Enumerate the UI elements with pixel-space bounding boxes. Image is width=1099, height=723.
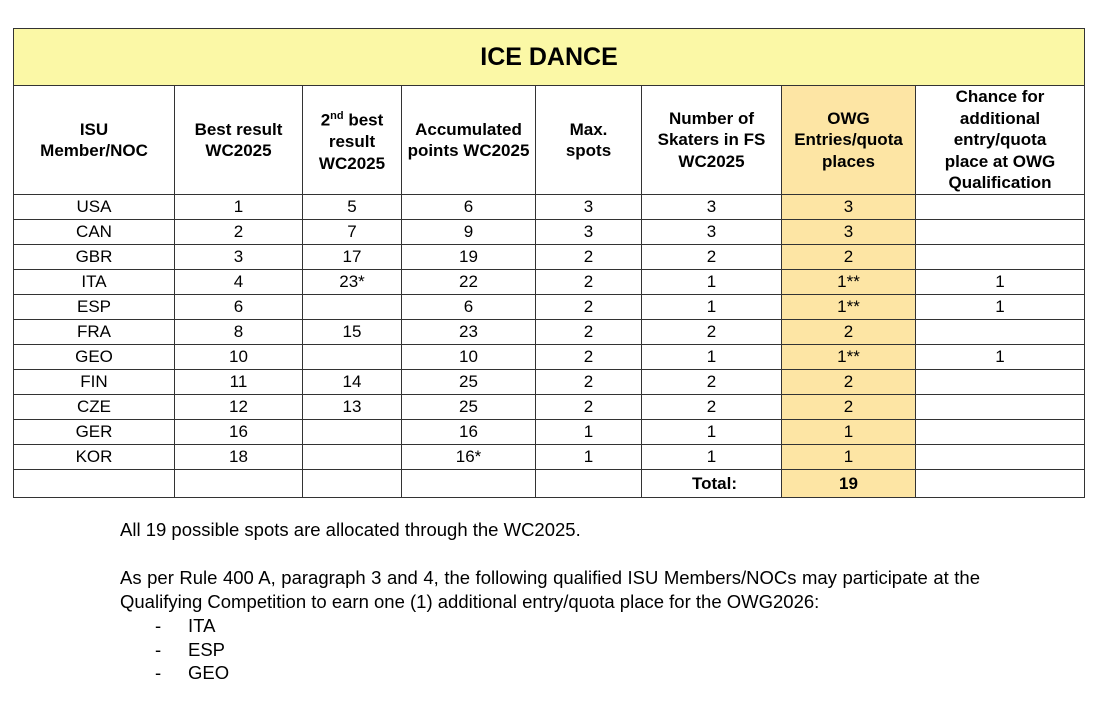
max-spots-cell: 3: [536, 220, 642, 245]
notes-section: [120, 518, 980, 685]
second-best-cell: [303, 420, 402, 445]
table-row: [14, 295, 1085, 320]
noc-code: ITA: [188, 615, 216, 636]
skaters-fs-cell: 1: [642, 270, 782, 295]
chance-cell: 1: [916, 345, 1085, 370]
table-row: [14, 345, 1085, 370]
skaters-fs-cell: 2: [642, 320, 782, 345]
max-spots-cell: 2: [536, 370, 642, 395]
skaters-fs-cell: 2: [642, 245, 782, 270]
list-bullet: -: [155, 638, 162, 660]
second-best-cell: [303, 345, 402, 370]
noc-code: GEO: [188, 662, 230, 683]
accumulated-cell: 23: [402, 320, 536, 345]
best-cell: 12: [175, 395, 303, 420]
skaters-fs-cell: 1: [642, 345, 782, 370]
max-spots-cell: 2: [536, 245, 642, 270]
chance-cell: [916, 445, 1085, 470]
owg-cell: 2: [782, 395, 916, 420]
noc-cell: GER: [14, 420, 175, 445]
header-owg: OWG Entries/quota places: [782, 86, 916, 195]
second-best-cell: 14: [303, 370, 402, 395]
total-row: [14, 470, 1085, 498]
second-best-cell: 17: [303, 245, 402, 270]
owg-cell: 1**: [782, 270, 916, 295]
max-spots-cell: 1: [536, 445, 642, 470]
chance-cell: [916, 245, 1085, 270]
allocation-note: All 19 possible spots are allocated through the WC2025.: [120, 519, 581, 540]
owg-cell: 1**: [782, 295, 916, 320]
accumulated-cell: 9: [402, 220, 536, 245]
accumulated-cell: 6: [402, 295, 536, 320]
chance-cell: [916, 370, 1085, 395]
table-row: [14, 320, 1085, 345]
header-second-prefix: 2: [320, 110, 331, 130]
skaters-fs-cell: 3: [642, 195, 782, 220]
noc-cell: FIN: [14, 370, 175, 395]
header-best: Best result WC2025: [175, 86, 303, 195]
skaters-fs-cell: 2: [642, 395, 782, 420]
accumulated-cell: 6: [402, 195, 536, 220]
ice-dance-table-container: [13, 28, 1084, 498]
noc-cell: CZE: [14, 395, 175, 420]
list-bullet: -: [155, 615, 162, 636]
rule-note: As per Rule 400 A, paragraph 3 and 4, the following qualified ISU Members/NOCs may participate at the Qualifying Competition to earn one (1) additional entry/quota place for the OWG2026:: [120, 567, 980, 612]
accumulated-cell: 19: [402, 245, 536, 270]
noc-code: ESP: [188, 638, 226, 660]
max-spots-cell: 2: [536, 295, 642, 320]
second-best-cell: 13: [303, 395, 402, 420]
best-cell: 8: [175, 320, 303, 345]
header-row: [14, 86, 1085, 195]
chance-cell: [916, 220, 1085, 245]
table-title: ICE DANCE: [14, 29, 1085, 86]
max-spots-cell: 3: [536, 195, 642, 220]
noc-cell: GBR: [14, 245, 175, 270]
max-spots-cell: 2: [536, 395, 642, 420]
max-spots-cell: 2: [536, 270, 642, 295]
owg-cell: 3: [782, 195, 916, 220]
header-second-best: [303, 86, 402, 195]
owg-cell: 1: [782, 445, 916, 470]
table-row: [14, 420, 1085, 445]
noc-cell: FRA: [14, 320, 175, 345]
owg-cell: 2: [782, 320, 916, 345]
owg-cell: 2: [782, 245, 916, 270]
chance-cell: [916, 195, 1085, 220]
best-cell: 11: [175, 370, 303, 395]
list-bullet: -: [155, 662, 162, 683]
noc-list-item: [120, 614, 980, 638]
header-member: ISU Member/NOC: [14, 86, 175, 195]
owg-cell: 1: [782, 420, 916, 445]
best-cell: 1: [175, 195, 303, 220]
chance-cell: [916, 320, 1085, 345]
noc-list-item: [120, 661, 980, 685]
best-cell: 2: [175, 220, 303, 245]
accumulated-cell: 22: [402, 270, 536, 295]
header-second-sup: nd: [330, 109, 344, 122]
table-row: [14, 395, 1085, 420]
noc-cell: GEO: [14, 345, 175, 370]
skaters-fs-cell: 1: [642, 445, 782, 470]
total-value: 19: [782, 470, 916, 498]
header-chance: Chance for additional entry/quota place at OWG Qualification: [916, 86, 1085, 195]
second-best-cell: 7: [303, 220, 402, 245]
chance-cell: 1: [916, 295, 1085, 320]
second-best-cell: [303, 295, 402, 320]
max-spots-cell: 2: [536, 320, 642, 345]
table-row: [14, 270, 1085, 295]
second-best-cell: 5: [303, 195, 402, 220]
best-cell: 16: [175, 420, 303, 445]
best-cell: 10: [175, 345, 303, 370]
noc-cell: CAN: [14, 220, 175, 245]
best-cell: 3: [175, 245, 303, 270]
skaters-fs-cell: 1: [642, 420, 782, 445]
second-best-cell: [303, 445, 402, 470]
owg-cell: 1**: [782, 345, 916, 370]
accumulated-cell: 25: [402, 370, 536, 395]
skaters-fs-cell: 3: [642, 220, 782, 245]
qualifying-noc-list: [120, 614, 980, 685]
accumulated-cell: 16: [402, 420, 536, 445]
total-label: Total:: [642, 470, 782, 498]
best-cell: 18: [175, 445, 303, 470]
table-row: [14, 220, 1085, 245]
table-row: [14, 445, 1085, 470]
noc-cell: ITA: [14, 270, 175, 295]
skaters-fs-cell: 1: [642, 295, 782, 320]
noc-cell: USA: [14, 195, 175, 220]
noc-cell: ESP: [14, 295, 175, 320]
second-best-cell: 15: [303, 320, 402, 345]
owg-cell: 3: [782, 220, 916, 245]
table-row: [14, 370, 1085, 395]
table-body: [14, 195, 1085, 470]
ice-dance-table: [13, 28, 1085, 498]
second-best-cell: 23*: [303, 270, 402, 295]
skaters-fs-cell: 2: [642, 370, 782, 395]
chance-cell: 1: [916, 270, 1085, 295]
chance-cell: [916, 420, 1085, 445]
chance-cell: [916, 395, 1085, 420]
accumulated-cell: 10: [402, 345, 536, 370]
best-cell: 4: [175, 270, 303, 295]
header-max-spots: Max. spots: [536, 86, 642, 195]
table-row: [14, 245, 1085, 270]
header-accumulated: Accumulated points WC2025: [402, 86, 536, 195]
header-second-suffix: best result WC2025: [318, 110, 386, 173]
max-spots-cell: 2: [536, 345, 642, 370]
table-row: [14, 195, 1085, 220]
accumulated-cell: 16*: [402, 445, 536, 470]
noc-cell: KOR: [14, 445, 175, 470]
max-spots-cell: 1: [536, 420, 642, 445]
owg-cell: 2: [782, 370, 916, 395]
header-skaters-fs: Number of Skaters in FS WC2025: [642, 86, 782, 195]
best-cell: 6: [175, 295, 303, 320]
noc-list-item: [120, 638, 980, 662]
accumulated-cell: 25: [402, 395, 536, 420]
